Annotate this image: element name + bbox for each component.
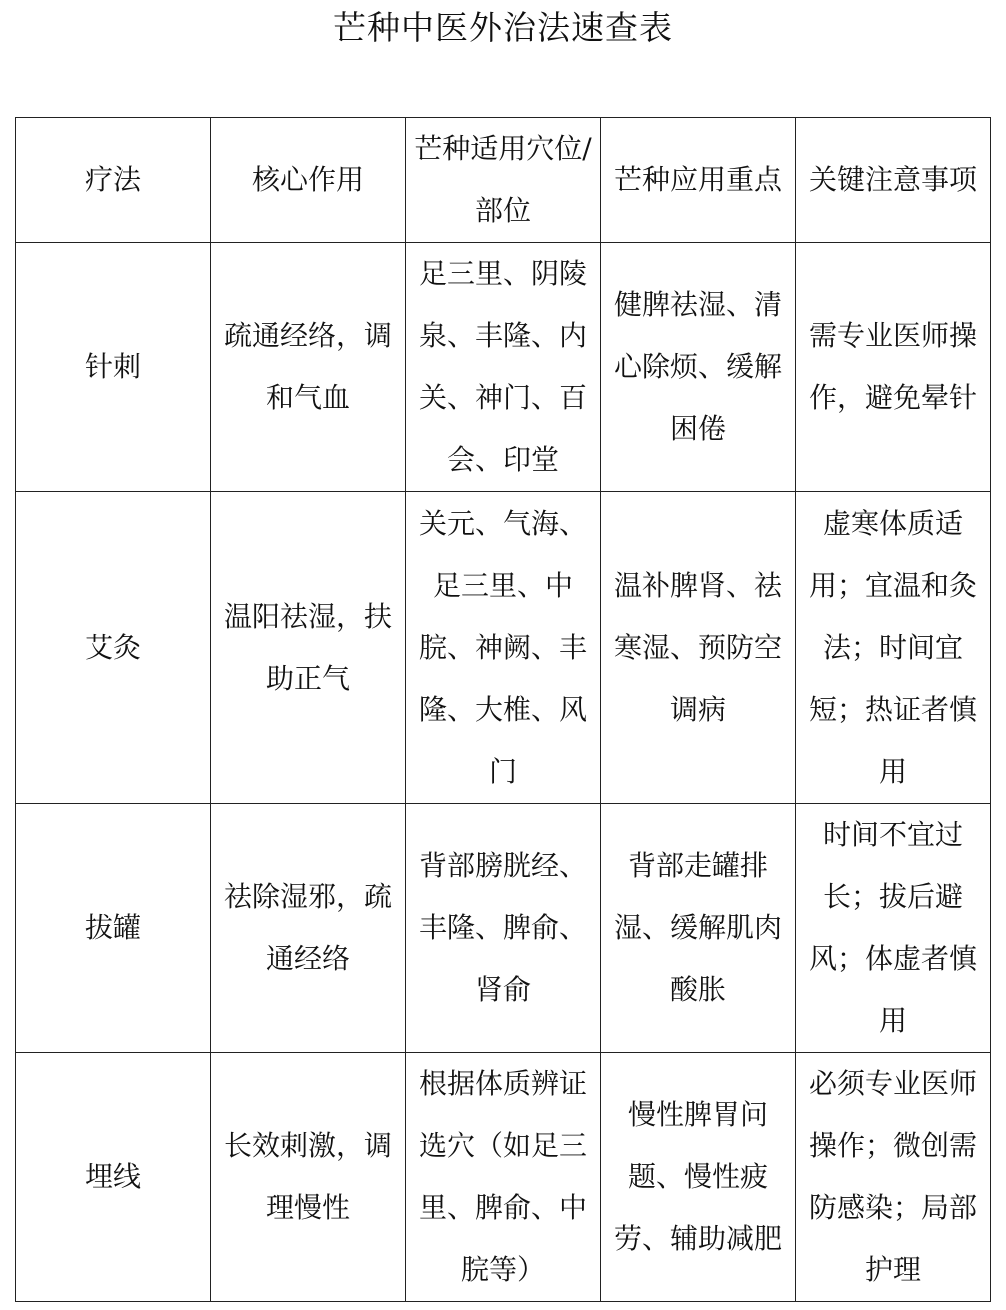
table-row bbox=[16, 804, 991, 1053]
cell-acupoints: 足三里、阴陵泉、丰隆、内关、神门、百会、印堂 bbox=[406, 243, 601, 492]
header-cell-application-focus: 芒种应用重点 bbox=[601, 118, 796, 243]
cell-precautions: 虚寒体质适用；宜温和灸法；时间宜短；热证者慎用 bbox=[796, 492, 991, 804]
cell-application-focus: 温补脾肾、祛寒湿、预防空调病 bbox=[601, 492, 796, 804]
cell-precautions: 必须专业医师操作；微创需防感染；局部护理 bbox=[796, 1053, 991, 1302]
cell-acupoints: 关元、气海、足三里、中脘、神阙、丰隆、大椎、风门 bbox=[406, 492, 601, 804]
cell-core-effect: 疏通经络，调和气血 bbox=[211, 243, 406, 492]
cell-application-focus: 慢性脾胃问题、慢性疲劳、辅助减肥 bbox=[601, 1053, 796, 1302]
cell-acupoints: 背部膀胱经、丰隆、脾俞、肾俞 bbox=[406, 804, 601, 1053]
table-row bbox=[16, 492, 991, 804]
table-header-row bbox=[16, 118, 991, 243]
cell-acupoints: 根据体质辨证选穴（如足三里、脾俞、中脘等） bbox=[406, 1053, 601, 1302]
cell-therapy: 艾灸 bbox=[16, 492, 211, 804]
cell-application-focus: 背部走罐排湿、缓解肌肉酸胀 bbox=[601, 804, 796, 1053]
table-row bbox=[16, 243, 991, 492]
header-cell-therapy: 疗法 bbox=[16, 118, 211, 243]
cell-core-effect: 祛除湿邪，疏通经络 bbox=[211, 804, 406, 1053]
header-cell-core-effect: 核心作用 bbox=[211, 118, 406, 243]
cell-therapy: 拔罐 bbox=[16, 804, 211, 1053]
cell-core-effect: 长效刺激，调理慢性 bbox=[211, 1053, 406, 1302]
header-cell-precautions: 关键注意事项 bbox=[796, 118, 991, 243]
cell-therapy: 针刺 bbox=[16, 243, 211, 492]
page-title: 芒种中医外治法速查表 bbox=[333, 8, 673, 47]
cell-therapy: 埋线 bbox=[16, 1053, 211, 1302]
table-row bbox=[16, 1053, 991, 1302]
therapy-quick-table bbox=[15, 117, 991, 1302]
cell-precautions: 时间不宜过长；拔后避风；体虚者慎用 bbox=[796, 804, 991, 1053]
cell-precautions: 需专业医师操作，避免晕针 bbox=[796, 243, 991, 492]
cell-core-effect: 温阳祛湿，扶助正气 bbox=[211, 492, 406, 804]
header-cell-acupoints: 芒种适用穴位/部位 bbox=[406, 118, 601, 243]
cell-application-focus: 健脾祛湿、清心除烦、缓解困倦 bbox=[601, 243, 796, 492]
